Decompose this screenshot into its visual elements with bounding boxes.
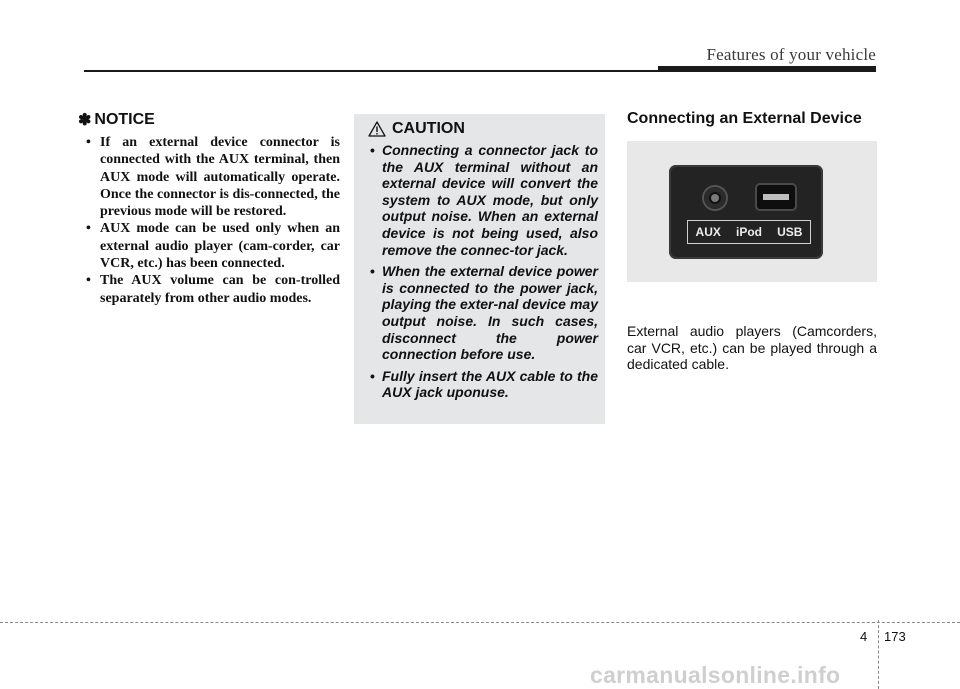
notice-list (78, 134, 340, 307)
footer-divider (0, 622, 960, 623)
caution-item (364, 368, 598, 401)
header-rule-accent (658, 66, 876, 72)
notice-heading (78, 110, 340, 130)
notice-section (78, 110, 340, 307)
bullet-icon: • (370, 142, 375, 158)
device-figure (627, 141, 877, 282)
page-number: 173 (884, 629, 906, 644)
label-ipod: iPod (735, 225, 762, 239)
caution-list (364, 142, 598, 401)
label-usb: USB (777, 225, 803, 239)
usb-port-icon (757, 185, 795, 209)
aux-usb-panel (669, 165, 823, 259)
notice-item-text: If an external device connector is connected with the AUX terminal, then AUX mode will automatically operate. Once the connector is dis-connected, the previous mode will be restored. (100, 135, 340, 220)
caution-item (364, 263, 598, 363)
connecting-section (627, 110, 877, 387)
caution-heading (368, 120, 598, 138)
footer-vertical-divider (878, 620, 879, 689)
notice-item (78, 134, 340, 220)
label-aux: AUX (695, 225, 721, 239)
body-text: External audio players (Camcorders, car VCR, etc.) can be played through a dedicated cable. (627, 323, 877, 373)
bullet-icon: • (86, 273, 91, 289)
notice-heading-label: NOTICE (94, 111, 155, 128)
bullet-icon: • (370, 263, 375, 280)
port-label-strip (687, 220, 811, 244)
section-heading: Connecting an External Device (627, 110, 862, 127)
aux-jack-icon (704, 187, 726, 209)
notice-item-text: The AUX volume can be con-trolled separately from other audio modes. (100, 273, 340, 306)
warning-triangle-icon (368, 121, 386, 137)
bullet-icon: • (86, 135, 91, 150)
watermark: carmanualsonline.info (590, 662, 841, 688)
caution-item-text: When the external device power is connected to the power jack, playing the exter-nal device may output noise. In such cases, disconnect the power connection before use. (382, 263, 598, 363)
notice-item (78, 220, 340, 272)
notice-item (78, 272, 340, 307)
page-header-title: Features of your vehicle (706, 45, 876, 64)
caution-heading-label: CAUTION (392, 120, 465, 137)
caution-item-text: Fully insert the AUX cable to the AUX jack uponuse. (382, 367, 598, 401)
caution-box (354, 114, 605, 424)
notice-item-text: AUX mode can be used only when an external audio player (cam-corder, car VCR, etc.) has been connected. (100, 221, 340, 272)
chapter-number: 4 (860, 629, 868, 644)
caution-item (364, 142, 598, 258)
bullet-icon: • (370, 367, 375, 384)
asterisk-icon: ✽ (78, 112, 92, 129)
caution-item-text: Connecting a connector jack to the AUX terminal without an external device will convert the system to AUX mode, but only output noise. When an external device is not being used, also remove the connec-tor jack. (382, 142, 598, 258)
bullet-icon: • (86, 221, 91, 237)
